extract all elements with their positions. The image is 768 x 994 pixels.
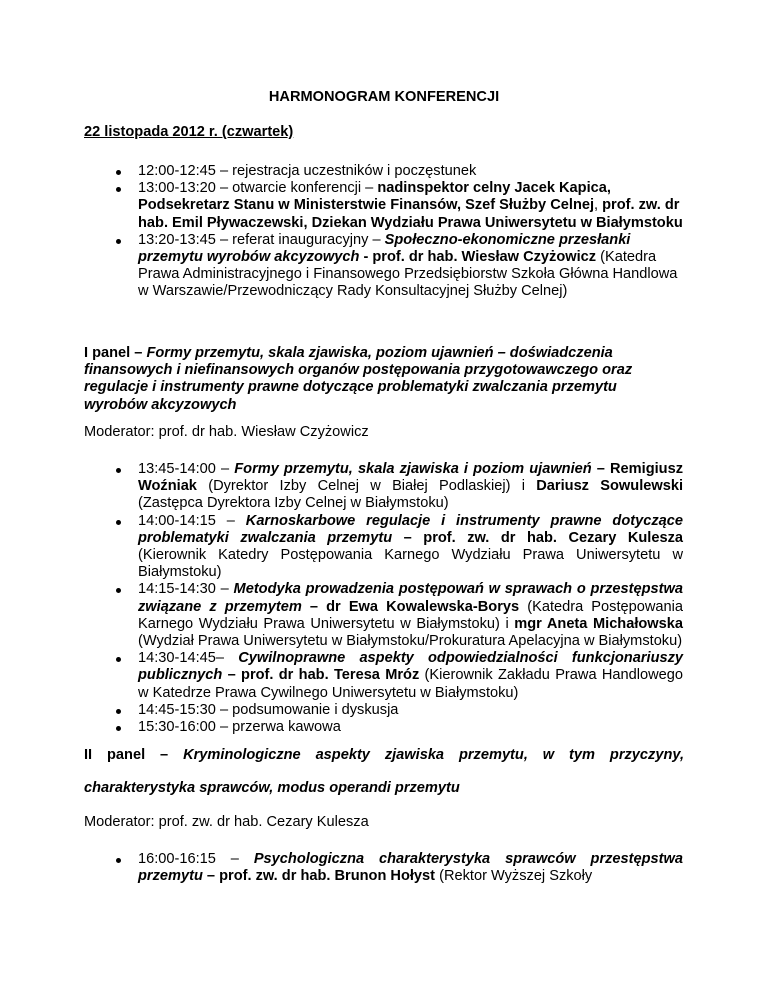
item-speaker: Dariusz Sowulewski — [536, 478, 683, 495]
panel-2-schedule-list — [138, 851, 683, 885]
opening-schedule-list — [138, 163, 683, 301]
panel-label: II panel – — [84, 747, 184, 763]
item-topic: Społeczno-ekonomiczne przesłanki przemytu wyrobów akcyzowych — [138, 231, 631, 266]
list-item — [138, 851, 683, 885]
item-speaker: – prof. zw. dr hab. Brunon Hołyst — [202, 868, 436, 885]
item-dash: – — [591, 461, 611, 477]
item-time: 13:00-13:20 – otwarcie konferencji – — [138, 180, 378, 197]
panel-1-heading — [84, 345, 684, 414]
list-item — [138, 581, 683, 650]
item-speaker: – prof. dr hab. Teresa Mróz — [222, 667, 420, 684]
item-time: 14:00-14:15 – — [138, 512, 246, 529]
item-speaker: mgr Aneta Michałowska — [514, 615, 684, 632]
list-item — [138, 719, 683, 736]
panel-topic: Kryminologiczne aspekty zjawiska przemytu, w tym przyczyny, charakterystyka sprawców, modus operandi przemytu — [84, 747, 684, 796]
panel-topic: Formy przemytu, skala zjawiska, poziom ujawnień – doświadczenia finansowych i niefinansowych organów postępowania przygotowawczego oraz regulacje i instrumenty prawne dotyczące problematyki zwalczania przemytu wyrobów akcyzowych — [84, 345, 633, 413]
item-affiliation: (Dyrektor Izby Celnej w Białej Podlaskiej) i — [196, 478, 537, 495]
item-affiliation: (Katedra Postępowania Karnego Wydziału Prawa Uniwersytetu w Białymstoku) i — [138, 598, 683, 632]
moderator-panel-2: Moderator: prof. zw. dr hab. Cezary Kulesza — [84, 814, 369, 830]
list-item — [138, 513, 683, 582]
list-item — [138, 702, 683, 719]
item-affiliation: (Zastępca Dyrektora Izby Celnej w Białymstoku) — [138, 495, 449, 512]
item-text: 15:30-16:00 – przerwa kawowa — [138, 719, 341, 736]
item-affiliation: (Kierownik Zakładu Prawa Handlowego w Katedrze Prawa Cywilnego Uniwersytetu w Białymstoku) — [138, 667, 683, 701]
list-item — [138, 232, 683, 301]
item-separator: , — [594, 197, 603, 214]
item-time: 13:20-13:45 – referat inauguracyjny – — [138, 231, 385, 248]
item-text: 14:45-15:30 – podsumowanie i dyskusja — [138, 701, 399, 718]
item-time: 16:00-16:15 – — [138, 851, 254, 867]
list-item — [138, 180, 683, 232]
item-affiliation: (Rektor Wyższej Szkoły — [435, 868, 593, 885]
item-topic: Formy przemytu, skala zjawiska i poziom ujawnień — [234, 461, 592, 477]
item-speaker: Remigiusz Woźniak — [138, 461, 683, 495]
item-topic: Metodyka prowadzenia postępowań w sprawach o przestępstwa związane z przemytem — [138, 581, 683, 615]
moderator-panel-1: Moderator: prof. dr hab. Wiesław Czyżowicz — [84, 424, 369, 440]
item-speaker: – dr Ewa Kowalewska-Borys — [301, 598, 520, 615]
page-title: HARMONOGRAM KONFERENCJI — [268, 89, 500, 105]
item-affiliation: (Wydział Prawa Uniwersytetu w Białymstoku/Prokuratura Apelacyjna w Białymstoku) — [138, 633, 683, 650]
panel-2-heading — [84, 739, 684, 805]
item-topic: Psychologiczna charakterystyka sprawców przestępstwa przemytu — [138, 851, 683, 885]
list-item — [138, 461, 683, 513]
item-topic: Cywilnoprawne aspekty odpowiedzialności funkcjonariuszy publicznych — [138, 650, 684, 684]
item-time: 13:45-14:00 – — [138, 461, 235, 477]
item-speaker: - prof. dr hab. Wiesław Czyżowicz — [359, 249, 597, 266]
item-speaker: prof. zw. dr hab. Emil Pływaczewski, Dziekan Wydziału Prawa Uniwersytetu w Białymstoku — [138, 197, 683, 231]
list-item — [138, 163, 683, 180]
item-speaker: nadinspektor celny Jacek Kapica, Podsekretarz Stanu w Ministerstwie Finansów, Szef Służby Celnej — [138, 180, 611, 214]
list-item — [138, 650, 683, 702]
panel-label: I panel – — [84, 345, 147, 361]
item-time: 14:30-14:45– — [138, 650, 239, 667]
panel-1-schedule-list — [138, 461, 683, 736]
item-affiliation: (Katedra Prawa Administracyjnego i Finansowego Przedsiębiorstw Szkoła Główna Handlowa w Warszawie/Przewodniczący Rady Konsultacyjnej Służby Celnej) — [138, 249, 678, 300]
item-affiliation: (Kierownik Katedry Postępowania Karnego Wydziału Prawa Uniwersytetu w Białymstoku) — [138, 547, 683, 581]
item-speaker: – prof. zw. dr hab. Cezary Kulesza — [392, 529, 683, 546]
item-text: 12:00-12:45 – rejestracja uczestników i poczęstunek — [138, 163, 477, 179]
item-topic: Karnoskarbowe regulacje i instrumenty prawne dotyczące problematyki zwalczania przemytu — [138, 512, 683, 546]
conference-date: 22 listopada 2012 r. (czwartek) — [84, 124, 294, 140]
item-time: 14:15-14:30 – — [138, 581, 234, 598]
